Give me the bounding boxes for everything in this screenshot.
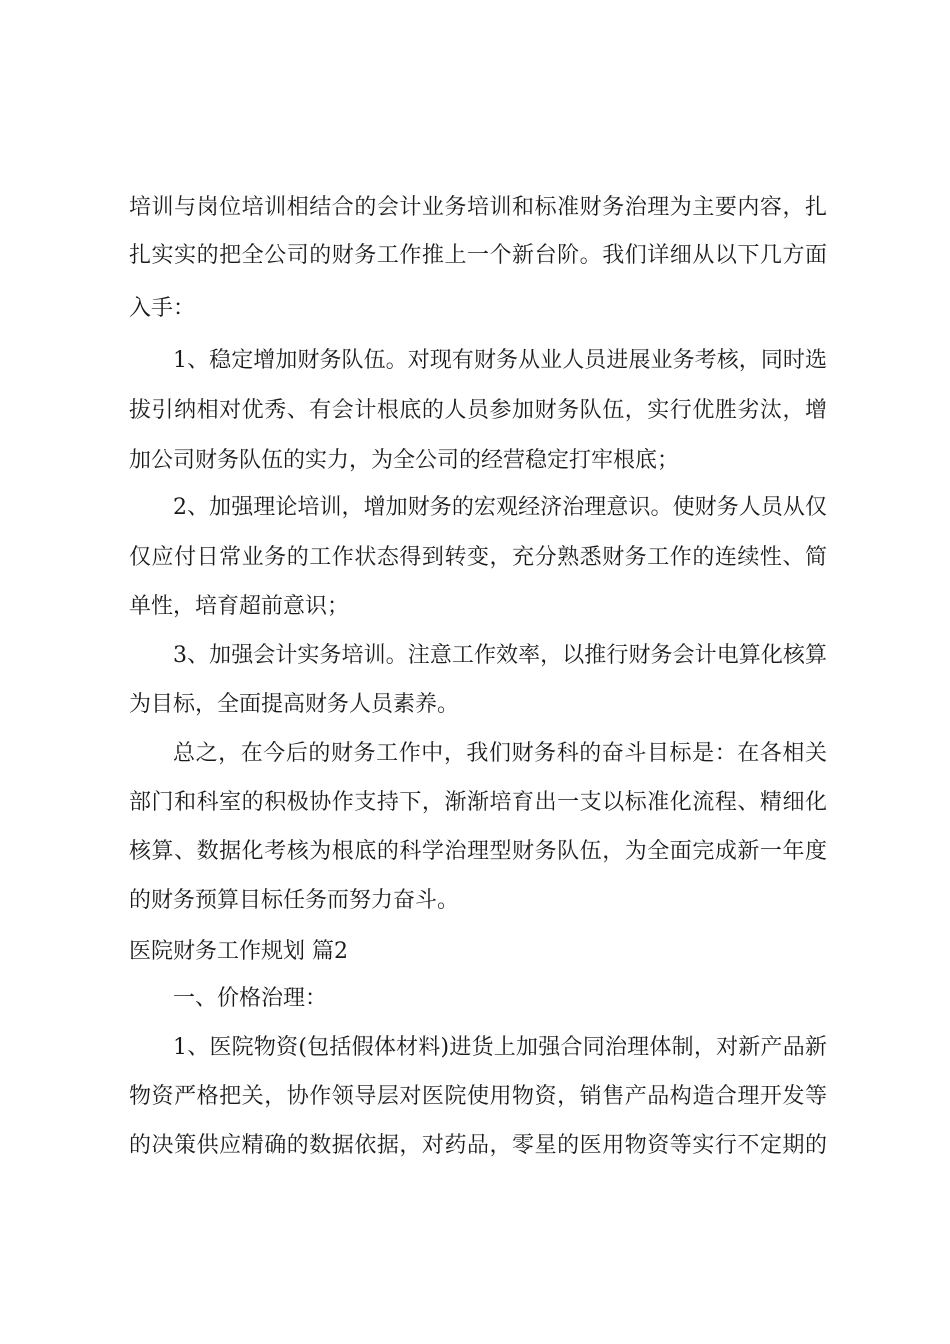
paragraph-line: 为目标，全面提高财务人员素养。 xyxy=(129,692,460,717)
paragraph-line: 部门和科室的积极协作支持下，渐渐培育出一支以标准化流程、精细化 xyxy=(129,790,827,815)
section-heading: 医院财务工作规划 篇2 xyxy=(129,939,348,964)
paragraph-line: 加公司财务队伍的实力，为全公司的经营稳定打牢根底； xyxy=(129,448,680,473)
paragraph-line: 培训与岗位培训相结合的会计业务培训和标准财务治理为主要内容，扎 xyxy=(129,195,827,220)
list-item-line: 2、加强理论培训，增加财务的宏观经济治理意识。使财务人员从仅 xyxy=(173,495,827,520)
paragraph-line: 拔引纳相对优秀、有会计根底的人员参加财务队伍，实行优胜劣汰，增 xyxy=(129,398,827,423)
list-item-line: 1、稳定增加财务队伍。对现有财务从业人员进展业务考核，同时选 xyxy=(173,348,827,373)
list-item-line: 3、加强会计实务培训。注意工作效率，以推行财务会计电算化核算 xyxy=(173,643,827,668)
paragraph-line: 总之，在今后的财务工作中，我们财务科的奋斗目标是：在各相关 xyxy=(173,741,827,766)
paragraph-line: 入手： xyxy=(129,296,196,321)
paragraph-line: 扎实实的把全公司的财务工作推上一个新台阶。我们详细从以下几方面 xyxy=(129,243,827,268)
paragraph-line: 单性，培育超前意识； xyxy=(129,594,350,619)
list-item-line: 1、医院物资(包括假体材料)进货上加强合同治理体制，对新产品新 xyxy=(173,1035,827,1060)
paragraph-line: 的决策供应精确的数据依据，对药品，零星的医用物资等实行不定期的 xyxy=(129,1133,827,1158)
paragraph-line: 仅应付日常业务的工作状态得到转变，充分熟悉财务工作的连续性、简 xyxy=(129,545,827,570)
paragraph-line: 物资严格把关，协作领导层对医院使用物资，销售产品构造合理开发等 xyxy=(129,1084,827,1109)
subsection-heading: 一、价格治理： xyxy=(173,986,328,1011)
paragraph-line: 的财务预算目标任务而努力奋斗。 xyxy=(129,888,460,913)
paragraph-line: 核算、数据化考核为根底的科学治理型财务队伍，为全面完成新一年度 xyxy=(129,839,827,864)
